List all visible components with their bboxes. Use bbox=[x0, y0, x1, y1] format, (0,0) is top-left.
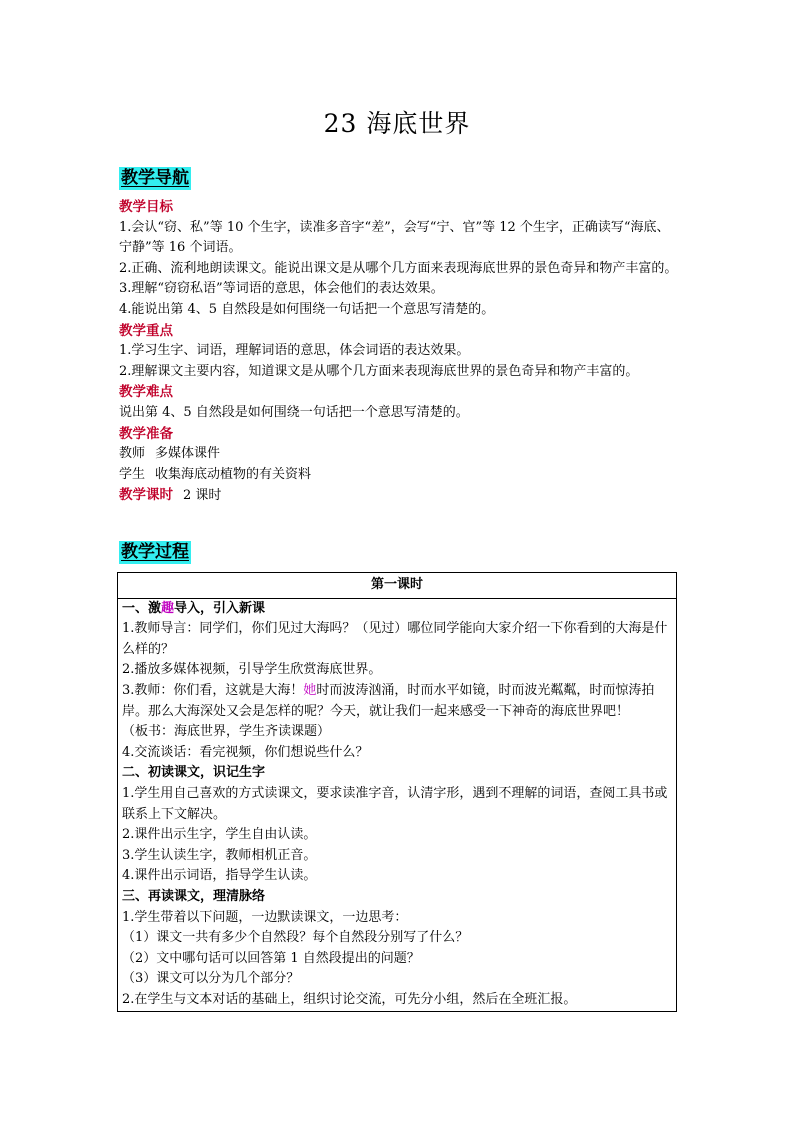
objective-item: 3.理解“窃窃私语”等词语的意思，体会他们的表达效果。 bbox=[119, 281, 444, 297]
hours-row bbox=[119, 485, 679, 507]
section-1-heading-emphasis: 趣 bbox=[161, 600, 175, 616]
step-text: 3.教师：你们看，这就是大海！ bbox=[122, 682, 304, 698]
step-item: 2.在学生与文本对话的基础上，组织讨论交流，可先分小组，然后在全班汇报。 bbox=[122, 991, 577, 1007]
step-item: 1.学生用自己喜欢的方式读课文，要求读准字音，认清字形，遇到不理解的词语，查阅工具书或联系上下文解决。 bbox=[122, 785, 668, 822]
preparation-role: 学生 bbox=[119, 466, 146, 482]
difficulty-label: 教学难点 bbox=[119, 384, 173, 401]
step-item: （2）文中哪句话可以回答第 1 自然段提出的问题？ bbox=[122, 950, 420, 966]
step-item: （1）课文一共有多少个自然段？每个自然段分别写了什么？ bbox=[122, 930, 469, 946]
key-point-item: 2.理解课文主要内容，知道课文是从哪个几方面来表现海底世界的景色奇异和物产丰富的。 bbox=[119, 363, 639, 379]
section-1-heading-part: 一、激 bbox=[122, 600, 162, 616]
preparation-detail: 收集海底动植物的有关资料 bbox=[155, 466, 312, 482]
step-item: 2.课件出示生字，学生自由认读。 bbox=[122, 827, 317, 843]
objective-item: 2.正确、流利地朗读课文。能说出课文是从哪个几方面来表现海底世界的景色奇异和物产丰富的。 bbox=[119, 260, 678, 276]
step-item: 4.交流谈话：看完视频，你们想说些什么？ bbox=[122, 744, 369, 760]
step-item: 2.播放多媒体视频，引导学生欣赏海底世界。 bbox=[122, 662, 382, 678]
preparation-label: 教学准备 bbox=[119, 425, 173, 442]
key-points-label: 教学重点 bbox=[119, 322, 173, 339]
section-1-heading-part: 导入，引入新课 bbox=[174, 600, 266, 616]
step-item: （3）课文可以分为几个部分？ bbox=[122, 971, 300, 987]
key-point-item: 1.学习生字、词语，理解词语的意思，体会词语的表达效果。 bbox=[119, 343, 470, 359]
period-title: 第一课时 bbox=[118, 573, 676, 599]
objective-item: 4.能说出第 4、5 自然段是如何围绕一句话把一个意思写清楚的。 bbox=[119, 301, 495, 317]
objectives-label: 教学目标 bbox=[119, 199, 173, 215]
step-item: （板书：海底世界，学生齐读课题） bbox=[122, 724, 331, 740]
preparation-detail: 多媒体课件 bbox=[155, 446, 221, 462]
section-2-heading: 二、初读课文，识记生字 bbox=[122, 765, 266, 781]
difficulty-text: 说出第 4、5 自然段是如何围绕一句话把一个意思写清楚的。 bbox=[119, 404, 469, 420]
section-3-heading: 三、再读课文，理清脉络 bbox=[122, 888, 266, 904]
step-item: 4.课件出示词语，指导学生认读。 bbox=[122, 868, 317, 884]
step-item: 1.学生带着以下问题，一边默读课文，一边思考： bbox=[122, 909, 408, 925]
process-table bbox=[117, 572, 677, 1012]
section-1-heading bbox=[122, 599, 672, 620]
guide-heading: 教学导航 bbox=[121, 168, 189, 188]
process-heading: 教学过程 bbox=[121, 542, 189, 562]
lesson-plan bbox=[119, 197, 679, 507]
hours-value: 2 课时 bbox=[183, 488, 222, 504]
page-title: 23 海底世界 bbox=[323, 109, 471, 138]
hours-label: 教学课时 bbox=[119, 487, 173, 504]
preparation-item bbox=[119, 465, 679, 486]
step-item bbox=[122, 681, 672, 722]
objective-item: 1.会认“窃、私”等 10 个生字，读准多音字“差”，会写“宁、官”等 12 个生字，正确读写“海底、宁静”等 16 个词语。 bbox=[119, 219, 670, 256]
step-item: 3.学生认读生字，教师相机正音。 bbox=[122, 847, 317, 863]
preparation-item bbox=[119, 444, 679, 465]
preparation-role: 教师 bbox=[119, 446, 146, 462]
step-emphasis: 她 bbox=[303, 682, 317, 698]
step-text: 时而波涛汹涌，时而水平如镜，时而波光粼粼，时而惊涛拍岸。那么大海深处又会是怎样的呢？今天，就让我们一起来感受一下神奇的海底世界吧！ bbox=[122, 682, 655, 719]
step-item: 1.教师导言：同学们，你们见过大海吗？（见过）哪位同学能向大家介绍一下你看到的大海是什么样的？ bbox=[122, 621, 668, 657]
